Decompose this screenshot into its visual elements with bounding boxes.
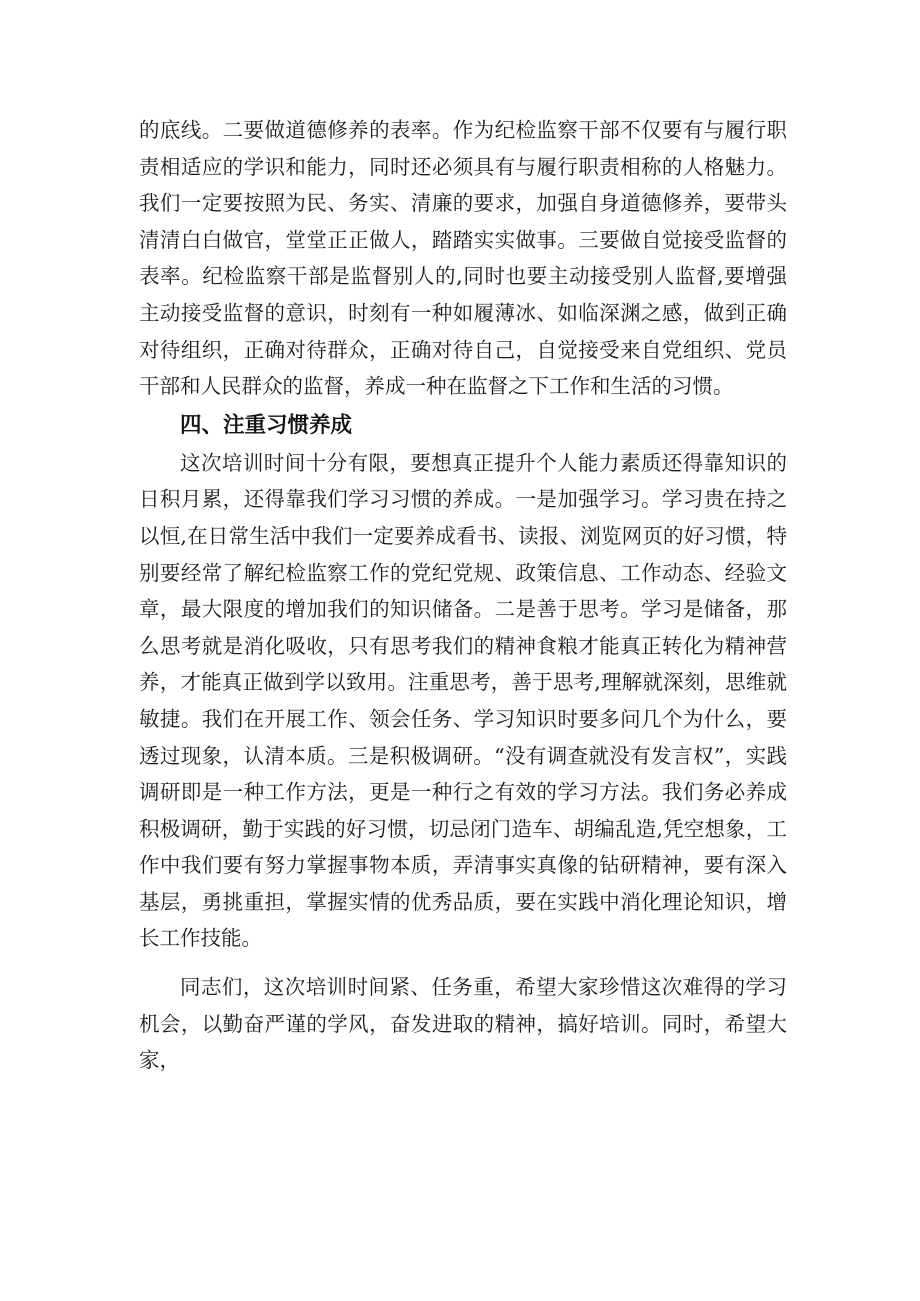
document-body — [139, 112, 787, 1079]
paragraph-closing: 同志们，这次培训时间紧、任务重，希望大家珍惜这次难得的学习机会，以勤奋严谨的学风，奋发进取的精神，搞好培训。同时，希望大家， — [139, 975, 787, 1073]
paragraph-continued: 的底线。二要做道德修养的表率。作为纪检监察干部不仅要有与履行职责相适应的学识和能力，同时还必须具有与履行职责相称的人格魅力。我们一定要按照为民、务实、清廉的要求，加强自身道德修养，要带头清清白白做官，堂堂正正做人，踏踏实实做事。三要做自觉接受监督的表率。纪检监察干部是监督别人的,同时也要主动接受别人监督,要增强主动接受监督的意识，时刻有一种如履薄冰、如临深渊之感，做到正确对待组织，正确对待群众，正确对待自己，自觉接受来自党组织、党员干部和人民群众的监督，养成一种在监督之下工作和生活的习惯。 — [139, 118, 787, 399]
paragraph-habit-formation: 这次培训时间十分有限，要想真正提升个人能力素质还得靠知识的日积月累，还得靠我们学习习惯的养成。一是加强学习。学习贵在持之以恒,在日常生活中我们一定要养成看书、读报、浏览网页的好习惯，特别要经常了解纪检监察工作的党纪党规、政策信息、工作动态、经验文章，最大限度的增加我们的知识储备。二是善于思考。学习是储备，那么思考就是消化吸收，只有思考我们的精神食粮才能真正转化为精神营养，才能真正做到学以致用。注重思考，善于思考,理解就深刻，思维就敏捷。我们在开展工作、领会任务、学习知识时要多问几个为什么，要透过现象，认清本质。三是积极调研。“没有调查就没有发言权”，实践调研即是一种工作方法，更是一种行之有效的学习方法。我们务必养成积极调研，勤于实践的好习惯，切忌闭门造车、胡编乱造,凭空想象，工作中我们要有努力掌握事物本质，弄清事实真像的钻研精神，要有深入基层，勇挑重担，掌握实情的优秀品质，要在实践中消化理论知识，增长工作技能。 — [139, 450, 787, 951]
section-heading: 四、注重习惯养成 — [180, 412, 353, 438]
